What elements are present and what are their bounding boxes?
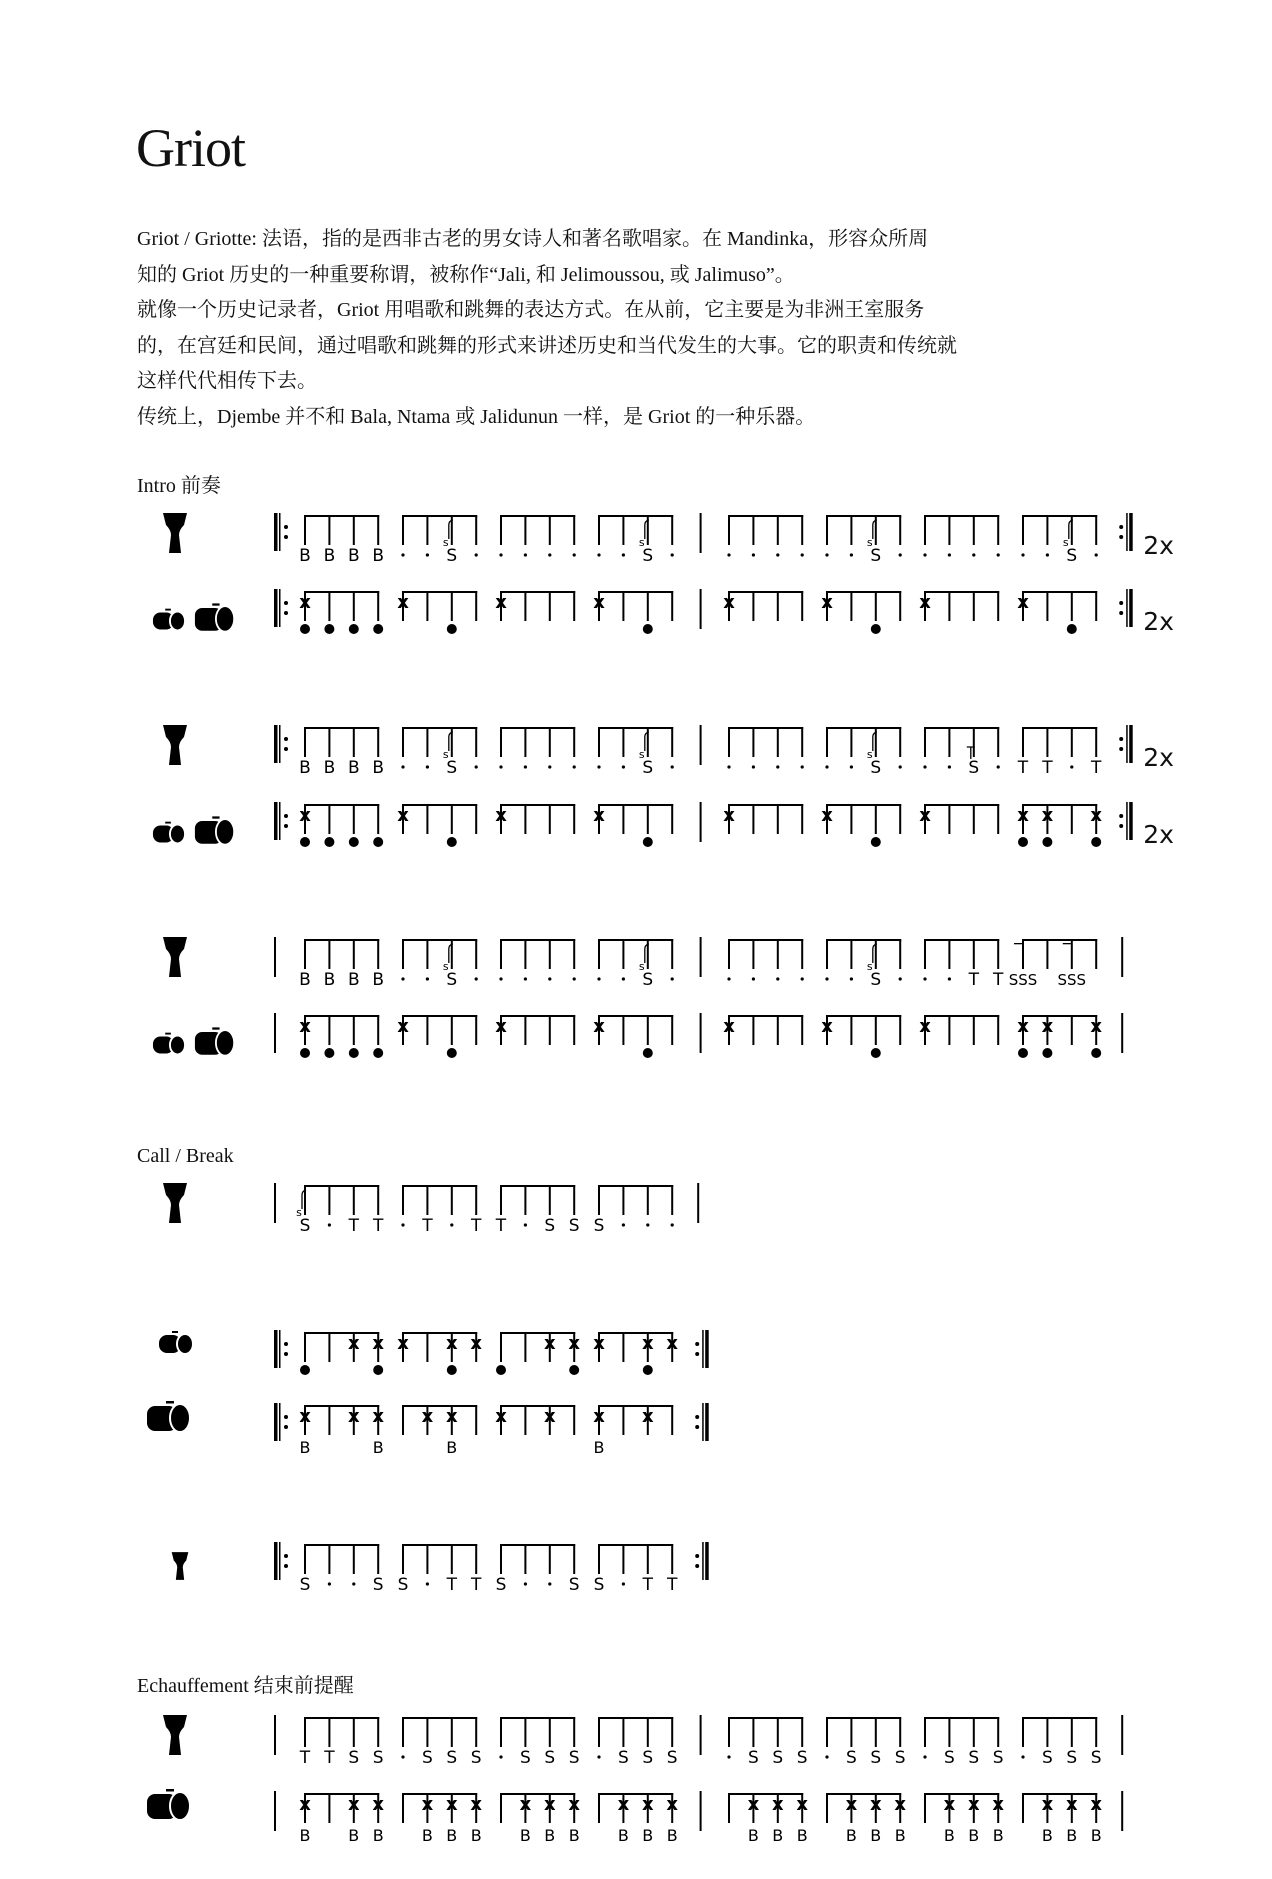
svg-text:x: x <box>543 1333 556 1354</box>
svg-text:x: x <box>568 1794 581 1815</box>
svg-text:B: B <box>943 1826 955 1845</box>
svg-text:B: B <box>642 1826 654 1845</box>
djembe-row <box>0 513 1272 589</box>
svg-text:T: T <box>1017 758 1029 778</box>
notation-staff <box>0 725 1272 801</box>
notation-staff <box>0 1715 1272 1791</box>
svg-text:B: B <box>372 758 385 778</box>
svg-text:S: S <box>446 1748 458 1768</box>
svg-text:S: S <box>348 1748 360 1768</box>
svg-text:B: B <box>470 1826 482 1845</box>
svg-text:S: S <box>544 1216 556 1236</box>
svg-text:T: T <box>1091 758 1102 778</box>
svg-text:x: x <box>543 1794 556 1815</box>
svg-text:S: S <box>568 1748 580 1768</box>
svg-text:B: B <box>544 1826 556 1845</box>
svg-text:s: s <box>442 536 449 549</box>
svg-text:T: T <box>446 1575 457 1595</box>
svg-text:S: S <box>397 1575 409 1595</box>
svg-text:s: s <box>866 536 873 549</box>
svg-text:S: S <box>642 1748 654 1768</box>
dundun-row <box>0 1403 1272 1479</box>
svg-text:x: x <box>397 805 409 826</box>
svg-text:x: x <box>593 1406 605 1427</box>
svg-text:T: T <box>968 970 979 990</box>
svg-text:x: x <box>1041 805 1054 826</box>
svg-text:x: x <box>445 1406 458 1427</box>
svg-text:x: x <box>299 1794 311 1815</box>
svg-text:x: x <box>372 1794 385 1815</box>
repeat-count: 2x <box>1143 743 1174 772</box>
svg-text:B: B <box>323 758 336 778</box>
svg-text:s: s <box>442 960 449 973</box>
svg-text:S: S <box>796 1748 808 1768</box>
svg-text:S: S <box>1042 1748 1053 1768</box>
svg-text:x: x <box>771 1794 784 1815</box>
svg-text:T: T <box>348 1216 359 1236</box>
svg-text:x: x <box>372 1406 385 1427</box>
svg-text:B: B <box>372 1438 384 1457</box>
svg-text:B: B <box>992 1826 1004 1845</box>
svg-text:S: S <box>422 1748 433 1768</box>
svg-text:T: T <box>324 1748 335 1768</box>
svg-text:x: x <box>593 1333 605 1354</box>
section-label: Intro 前奏 <box>137 475 221 497</box>
svg-text:T: T <box>373 1216 384 1236</box>
repeat-count: 2x <box>1143 820 1174 849</box>
svg-text:x: x <box>894 1794 907 1815</box>
svg-text:T: T <box>1042 758 1053 778</box>
svg-text:x: x <box>666 1794 679 1815</box>
svg-text:B: B <box>1066 1826 1078 1845</box>
notation-staff <box>0 1183 1272 1259</box>
paragraph-line: 这样代代相传下去。 <box>137 370 317 392</box>
svg-text:B: B <box>747 1826 759 1845</box>
svg-text:x: x <box>723 1016 735 1037</box>
svg-text:x: x <box>1041 1016 1054 1037</box>
page-title: Griot <box>136 118 245 179</box>
dundun-row <box>0 1791 1272 1867</box>
svg-text:s: s <box>1062 536 1069 549</box>
notation-staff <box>0 802 1272 878</box>
svg-text:B: B <box>666 1826 678 1845</box>
svg-text:S: S <box>1066 1748 1078 1768</box>
svg-text:S: S <box>992 1748 1004 1768</box>
svg-text:x: x <box>821 592 833 613</box>
notation-staff <box>0 1330 1272 1406</box>
svg-text:B: B <box>593 1438 605 1457</box>
svg-text:SSS: SSS <box>1057 971 1087 989</box>
svg-text:B: B <box>372 546 385 566</box>
svg-text:x: x <box>299 1016 311 1037</box>
svg-text:s: s <box>442 748 449 761</box>
svg-text:B: B <box>446 1826 458 1845</box>
svg-text:x: x <box>723 805 735 826</box>
svg-text:x: x <box>821 1016 833 1037</box>
paragraph-line: Griot / Griotte: 法语，指的是西非古老的男女诗人和著名歌唱家。在 Mandinka，形容众所周 <box>137 228 929 250</box>
djembe-row <box>0 1183 1272 1259</box>
svg-text:x: x <box>470 1333 483 1354</box>
svg-text:x: x <box>519 1794 532 1815</box>
svg-text:T: T <box>667 1575 678 1595</box>
repeat-count: 2x <box>1143 531 1174 560</box>
svg-text:x: x <box>593 805 605 826</box>
svg-text:T: T <box>299 1748 311 1768</box>
svg-text:x: x <box>992 1794 1005 1815</box>
svg-text:x: x <box>543 1406 556 1427</box>
svg-text:B: B <box>348 1826 360 1845</box>
svg-text:B: B <box>519 1826 531 1845</box>
svg-text:x: x <box>919 1016 931 1037</box>
svg-text:x: x <box>747 1794 760 1815</box>
notation-staff <box>0 1791 1272 1867</box>
svg-text:B: B <box>617 1826 629 1845</box>
dundun-row <box>0 802 1272 878</box>
svg-text:s: s <box>638 960 645 973</box>
svg-text:x: x <box>495 805 507 826</box>
djembe-row <box>0 725 1272 801</box>
svg-text:x: x <box>967 1794 980 1815</box>
svg-text:x: x <box>495 592 507 613</box>
svg-text:x: x <box>666 1333 679 1354</box>
svg-text:S: S <box>568 1216 580 1236</box>
svg-text:B: B <box>968 1826 980 1845</box>
svg-text:B: B <box>323 546 336 566</box>
notation-staff <box>0 937 1272 1013</box>
repeat-count: 2x <box>1143 607 1174 636</box>
svg-text:x: x <box>593 1016 605 1037</box>
svg-text:s: s <box>638 536 645 549</box>
svg-text:S: S <box>642 970 654 990</box>
notation-staff <box>0 1013 1272 1089</box>
svg-text:x: x <box>421 1794 434 1815</box>
svg-text:S: S <box>772 1748 784 1768</box>
notation-staff <box>0 513 1272 589</box>
svg-text:x: x <box>845 1794 858 1815</box>
svg-text:x: x <box>1017 1016 1029 1037</box>
svg-text:S: S <box>894 1748 906 1768</box>
svg-text:S: S <box>748 1748 759 1768</box>
svg-text:B: B <box>299 758 311 778</box>
svg-text:S: S <box>642 758 654 778</box>
dundun-row <box>0 1330 1272 1406</box>
svg-text:B: B <box>323 970 336 990</box>
svg-text:B: B <box>299 1826 311 1845</box>
svg-text:x: x <box>568 1333 581 1354</box>
svg-text:B: B <box>1090 1826 1102 1845</box>
dundun-row <box>0 1013 1272 1089</box>
svg-text:x: x <box>372 1333 385 1354</box>
svg-text:x: x <box>397 1016 409 1037</box>
svg-text:B: B <box>299 970 311 990</box>
svg-text:B: B <box>772 1826 784 1845</box>
svg-text:S: S <box>846 1748 857 1768</box>
svg-text:S: S <box>495 1575 507 1595</box>
svg-text:x: x <box>723 592 735 613</box>
svg-text:x: x <box>1017 805 1029 826</box>
svg-text:T: T <box>422 1216 433 1236</box>
svg-text:B: B <box>347 758 360 778</box>
svg-text:x: x <box>397 1333 409 1354</box>
svg-text:x: x <box>397 592 409 613</box>
paragraph-line: 就像一个历史记录者，Griot 用唱歌和跳舞的表达方式。在从前，它主要是为非洲王室服务 <box>137 299 925 321</box>
svg-text:S: S <box>544 1748 556 1768</box>
svg-text:S: S <box>642 546 654 566</box>
svg-text:S: S <box>870 546 882 566</box>
svg-text:B: B <box>299 1438 311 1457</box>
svg-text:x: x <box>347 1794 360 1815</box>
svg-text:s: s <box>866 960 873 973</box>
svg-text:x: x <box>445 1333 458 1354</box>
notation-staff <box>0 589 1272 665</box>
section-label: Call / Break <box>137 1145 234 1167</box>
svg-text:T: T <box>471 1575 482 1595</box>
djembe-row <box>0 1542 1272 1618</box>
svg-text:x: x <box>796 1794 809 1815</box>
svg-text:B: B <box>347 970 360 990</box>
svg-text:S: S <box>372 1575 384 1595</box>
svg-text:x: x <box>1090 1794 1103 1815</box>
svg-text:x: x <box>1090 805 1103 826</box>
notation-staff <box>0 1403 1272 1479</box>
paragraph-line: 的，在宫廷和民间，通过唱歌和跳舞的形式来讲述历史和当代发生的大事。它的职责和传统就 <box>137 334 957 357</box>
svg-text:x: x <box>1017 592 1029 613</box>
svg-text:x: x <box>943 1794 956 1815</box>
svg-text:B: B <box>446 1438 458 1457</box>
svg-text:T: T <box>642 1575 653 1595</box>
svg-text:x: x <box>347 1333 360 1354</box>
notation-staff <box>0 1542 1272 1618</box>
svg-text:x: x <box>617 1794 630 1815</box>
svg-text:B: B <box>1041 1826 1053 1845</box>
svg-text:x: x <box>1090 1016 1103 1037</box>
svg-text:s: s <box>866 748 873 761</box>
paragraph-line: 传统上，Djembe 并不和 Bala, Ntama 或 Jalidunun 一样，是 Griot 的一种乐器。 <box>137 405 816 428</box>
paragraph-line: 知的 Griot 历史的一种重要称谓，被称作“Jali, 和 Jelimoussou, 或 Jalimuso”。 <box>137 263 795 286</box>
svg-text:S: S <box>944 1748 955 1768</box>
svg-text:s: s <box>296 1206 302 1219</box>
svg-text:S: S <box>593 1216 605 1236</box>
svg-text:x: x <box>641 1333 654 1354</box>
svg-text:x: x <box>299 805 311 826</box>
svg-text:S: S <box>299 1575 311 1595</box>
svg-text:x: x <box>1065 1794 1078 1815</box>
svg-text:S: S <box>299 1216 311 1236</box>
svg-text:x: x <box>1041 1794 1054 1815</box>
svg-text:T: T <box>471 1216 482 1236</box>
svg-text:x: x <box>641 1406 654 1427</box>
djembe-row <box>0 937 1272 1013</box>
svg-text:B: B <box>894 1826 906 1845</box>
intro-paragraph <box>137 222 1117 435</box>
svg-text:x: x <box>869 1794 882 1815</box>
svg-text:x: x <box>299 592 311 613</box>
svg-text:B: B <box>372 970 385 990</box>
svg-text:s: s <box>638 748 645 761</box>
section-label: Echauffement 结束前提醒 <box>137 1675 354 1697</box>
svg-text:T: T <box>993 970 1004 990</box>
svg-text:x: x <box>495 1016 507 1037</box>
svg-text:x: x <box>470 1794 483 1815</box>
svg-text:B: B <box>870 1826 882 1845</box>
svg-text:S: S <box>520 1748 531 1768</box>
svg-text:B: B <box>845 1826 857 1845</box>
svg-text:x: x <box>347 1406 360 1427</box>
svg-text:S: S <box>372 1748 384 1768</box>
svg-text:S: S <box>1066 546 1078 566</box>
svg-text:x: x <box>495 1406 507 1427</box>
svg-text:x: x <box>445 1794 458 1815</box>
svg-text:S: S <box>618 1748 629 1768</box>
svg-text:S: S <box>470 1748 482 1768</box>
svg-text:B: B <box>568 1826 580 1845</box>
svg-text:S: S <box>870 970 882 990</box>
svg-text:B: B <box>347 546 360 566</box>
svg-text:S: S <box>968 1748 980 1768</box>
svg-text:S: S <box>870 1748 882 1768</box>
svg-text:S: S <box>968 758 980 778</box>
svg-text:S: S <box>593 1575 605 1595</box>
svg-text:S: S <box>446 970 458 990</box>
svg-text:S: S <box>666 1748 678 1768</box>
svg-text:x: x <box>421 1406 434 1427</box>
svg-text:T: T <box>495 1216 507 1236</box>
svg-text:x: x <box>919 592 931 613</box>
svg-text:S: S <box>1090 1748 1102 1768</box>
svg-text:S: S <box>446 546 458 566</box>
svg-text:B: B <box>421 1826 433 1845</box>
dundun-row <box>0 589 1272 665</box>
svg-text:B: B <box>796 1826 808 1845</box>
svg-text:x: x <box>299 1406 311 1427</box>
svg-text:x: x <box>919 805 931 826</box>
svg-text:S: S <box>446 758 458 778</box>
djembe-row <box>0 1715 1272 1791</box>
svg-text:x: x <box>593 592 605 613</box>
svg-text:SSS: SSS <box>1008 971 1038 989</box>
svg-text:x: x <box>641 1794 654 1815</box>
svg-text:B: B <box>372 1826 384 1845</box>
svg-text:x: x <box>821 805 833 826</box>
svg-text:S: S <box>568 1575 580 1595</box>
svg-text:B: B <box>299 546 311 566</box>
svg-text:S: S <box>870 758 882 778</box>
